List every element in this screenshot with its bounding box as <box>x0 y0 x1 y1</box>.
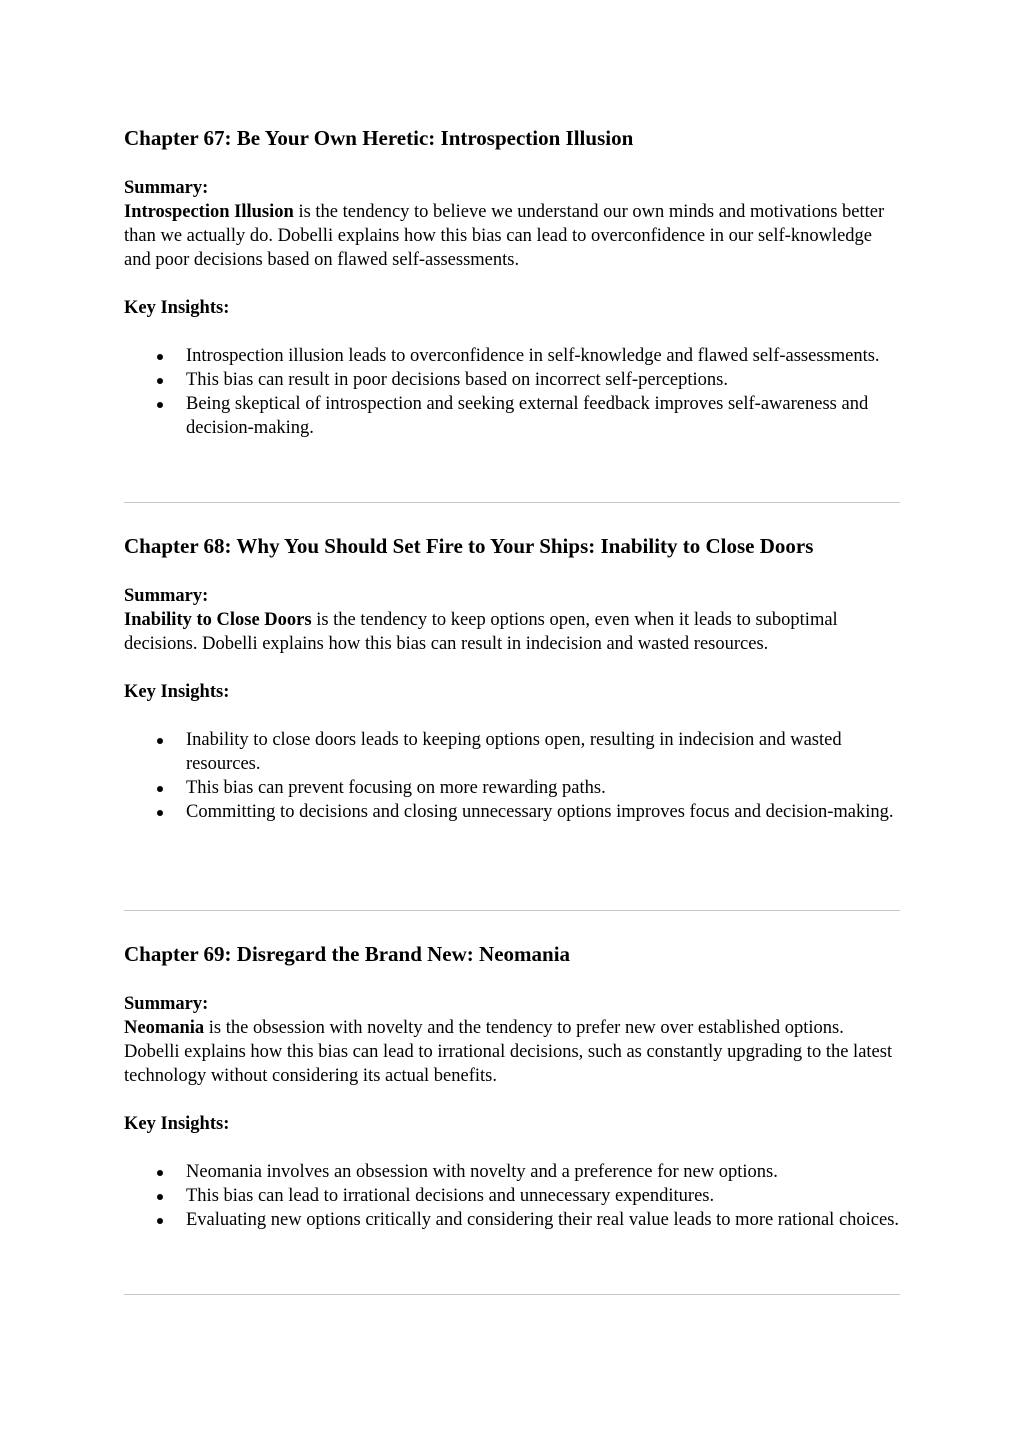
key-insights-label: Key Insights: <box>124 298 230 318</box>
section-divider <box>124 1294 900 1295</box>
bullet-icon <box>157 1170 163 1176</box>
insight-text: Evaluating new options critically and considering their real value leads to more rational choices. <box>186 1210 900 1230</box>
bullet-icon <box>157 354 163 360</box>
bullet-icon <box>157 786 163 792</box>
key-insights-label: Key Insights: <box>124 1114 230 1134</box>
bullet-icon <box>157 810 163 816</box>
insight-text: This bias can result in poor decisions based on incorrect self-perceptions. <box>186 370 728 390</box>
chapter-67-section <box>124 124 900 440</box>
chapter-68-section <box>124 532 900 824</box>
chapter-title: Chapter 69: Disregard the Brand New: Neomania <box>124 942 571 966</box>
summary-paragraph <box>124 200 900 272</box>
list-item <box>186 728 900 776</box>
bullet-icon <box>157 1194 163 1200</box>
list-item <box>186 1208 900 1232</box>
chapter-title: Chapter 68: Why You Should Set Fire to Your Ships: Inability to Close Doors <box>124 534 814 558</box>
key-insights-list <box>124 344 900 440</box>
summary-label: Summary: <box>124 586 209 606</box>
section-divider <box>124 910 900 911</box>
section-divider <box>124 502 900 503</box>
bullet-icon <box>157 738 163 744</box>
summary-body: is the obsession with novelty and the tendency to prefer new over established options. Dobelli explains how this bias can lead to irrational decisions, such as constantly upgrading to the latest technology without considering its actual benefits. <box>124 1018 893 1086</box>
insight-text: Inability to close doors leads to keeping options open, resulting in indecision and wasted resources. <box>186 730 842 774</box>
summary-paragraph <box>124 608 900 656</box>
chapter-69-section <box>124 940 900 1232</box>
insight-text: Introspection illusion leads to overconfidence in self-knowledge and flawed self-assessments. <box>186 346 880 366</box>
insight-text: Committing to decisions and closing unnecessary options improves focus and decision-making. <box>186 802 894 822</box>
bullet-icon <box>157 378 163 384</box>
summary-paragraph <box>124 1016 900 1088</box>
bullet-icon <box>157 402 163 408</box>
chapter-title: Chapter 67: Be Your Own Heretic: Introspection Illusion <box>124 126 634 150</box>
list-item <box>186 776 900 800</box>
summary-body: is the tendency to believe we understand our own minds and motivations better than we actually do. Dobelli explains how this bias can lead to overconfidence in our self-knowledge and poor decisions based on flawed self-assessments. <box>124 202 885 270</box>
insight-text: Neomania involves an obsession with novelty and a preference for new options. <box>186 1162 778 1182</box>
summary-body: is the tendency to keep options open, even when it leads to suboptimal decisions. Dobelli explains how this bias can result in indecision and wasted resources. <box>124 610 838 654</box>
summary-term: Inability to Close Doors <box>124 610 312 630</box>
insight-text: This bias can prevent focusing on more rewarding paths. <box>186 778 606 798</box>
list-item <box>186 1160 900 1184</box>
summary-term: Neomania <box>124 1018 205 1038</box>
insight-text: Being skeptical of introspection and seeking external feedback improves self-awareness and decision-making. <box>186 394 869 438</box>
bullet-icon <box>157 1218 163 1224</box>
summary-label: Summary: <box>124 178 209 198</box>
list-item <box>186 344 900 368</box>
key-insights-label: Key Insights: <box>124 682 230 702</box>
list-item <box>186 368 900 392</box>
summary-term: Introspection Illusion <box>124 202 294 222</box>
list-item <box>186 800 900 824</box>
key-insights-list <box>124 1160 900 1232</box>
list-item <box>186 392 900 440</box>
list-item <box>186 1184 900 1208</box>
key-insights-list <box>124 728 900 824</box>
summary-label: Summary: <box>124 994 209 1014</box>
insight-text: This bias can lead to irrational decisions and unnecessary expenditures. <box>186 1186 715 1206</box>
